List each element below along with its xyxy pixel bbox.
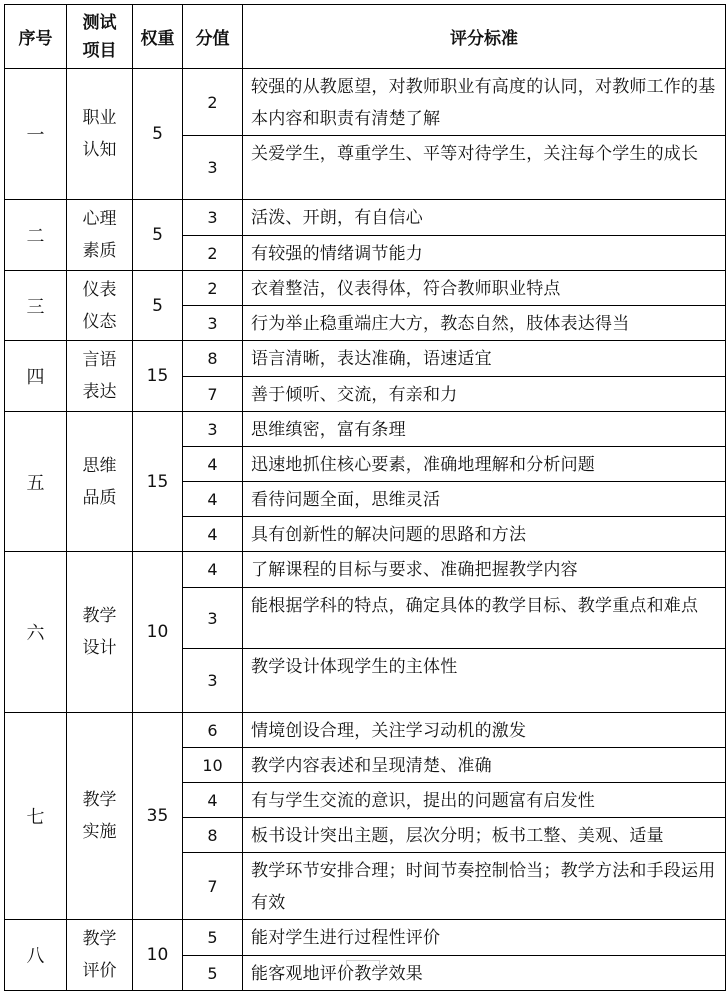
row-criteria: 能对学生进行过程性评价 xyxy=(243,920,726,956)
section-item-label: 教学实施 xyxy=(82,790,117,842)
row-score: 4 xyxy=(183,783,243,818)
section-item xyxy=(67,412,133,552)
section-weight: 5 xyxy=(133,200,183,271)
section-no: 七 xyxy=(5,713,67,920)
section-item-label: 教学评价 xyxy=(82,929,117,981)
section-item-label: 教学设计 xyxy=(82,606,117,658)
section-item xyxy=(67,552,133,713)
section-item-label: 思维品质 xyxy=(82,455,117,508)
section-item xyxy=(67,200,133,271)
row-criteria: 具有创新性的解决问题的思路和方法 xyxy=(243,517,726,552)
section-item xyxy=(67,341,133,412)
table-row xyxy=(5,920,726,956)
row-criteria: 关爱学生，尊重学生、平等对待学生，关注每个学生的成长 xyxy=(243,136,726,200)
row-score: 2 xyxy=(183,236,243,271)
section-item xyxy=(67,920,133,991)
header-item-label: 测试项目 xyxy=(82,12,117,61)
section-no: 六 xyxy=(5,552,67,713)
header-item xyxy=(67,5,133,69)
row-criteria: 能根据学科的特点，确定具体的教学目标、教学重点和难点 xyxy=(243,588,726,649)
row-criteria: 有与学生交流的意识，提出的问题富有启发性 xyxy=(243,783,726,818)
section-item-label: 仪表仪态 xyxy=(82,279,117,332)
section-no: 三 xyxy=(5,271,67,341)
section-weight: 10 xyxy=(133,920,183,991)
section-item xyxy=(67,713,133,920)
table-row xyxy=(5,341,726,377)
row-criteria: 思维缜密，富有条理 xyxy=(243,412,726,447)
row-score: 7 xyxy=(183,377,243,412)
scoring-table xyxy=(4,4,726,991)
row-score: 4 xyxy=(183,552,243,588)
table-row xyxy=(5,713,726,748)
header-criteria: 评分标准 xyxy=(243,5,726,69)
row-criteria: 情境创设合理，关注学习动机的激发 xyxy=(243,713,726,748)
row-criteria: 教学环节安排合理；时间节奏控制恰当；教学方法和手段运用有效 xyxy=(243,853,726,920)
row-score: 8 xyxy=(183,818,243,853)
section-item-label: 职业认知 xyxy=(82,108,117,160)
section-item-label: 心理素质 xyxy=(82,209,117,261)
row-score: 6 xyxy=(183,713,243,748)
header-no: 序号 xyxy=(5,5,67,69)
row-criteria: 有较强的情绪调节能力 xyxy=(243,236,726,271)
section-no: 八 xyxy=(5,920,67,991)
section-no: 一 xyxy=(5,69,67,200)
table-row xyxy=(5,200,726,236)
row-score: 4 xyxy=(183,447,243,482)
section-weight: 15 xyxy=(133,341,183,412)
row-criteria: 善于倾听、交流，有亲和力 xyxy=(243,377,726,412)
row-criteria: 较强的从教愿望，对教师职业有高度的认同，对教师工作的基本内容和职责有清楚了解 xyxy=(243,69,726,136)
row-criteria: 行为举止稳重端庄大方，教态自然，肢体表达得当 xyxy=(243,306,726,341)
section-item-label: 言语表达 xyxy=(82,350,117,402)
row-score: 4 xyxy=(183,482,243,517)
section-no: 二 xyxy=(5,200,67,271)
table-row xyxy=(5,552,726,588)
header-row xyxy=(5,5,726,69)
row-criteria: 了解课程的目标与要求、准确把握教学内容 xyxy=(243,552,726,588)
section-item xyxy=(67,271,133,341)
section-weight: 5 xyxy=(133,271,183,341)
table-row xyxy=(5,271,726,306)
row-score: 4 xyxy=(183,517,243,552)
row-score: 3 xyxy=(183,649,243,713)
row-criteria: 语言清晰，表达准确，语速适宜 xyxy=(243,341,726,377)
row-criteria: 看待问题全面，思维灵活 xyxy=(243,482,726,517)
row-score: 5 xyxy=(183,920,243,956)
section-weight: 10 xyxy=(133,552,183,713)
row-criteria: 能客观地评价教学效果 xyxy=(243,956,726,991)
row-score: 2 xyxy=(183,271,243,306)
table-row xyxy=(5,69,726,136)
row-score: 2 xyxy=(183,69,243,136)
header-score: 分值 xyxy=(183,5,243,69)
section-weight: 35 xyxy=(133,713,183,920)
header-weight: 权重 xyxy=(133,5,183,69)
section-weight: 15 xyxy=(133,412,183,552)
table-row xyxy=(5,412,726,447)
row-criteria: 迅速地抓住核心要素，准确地理解和分析问题 xyxy=(243,447,726,482)
row-score: 3 xyxy=(183,306,243,341)
row-criteria: 板书设计突出主题，层次分明；板书工整、美观、适量 xyxy=(243,818,726,853)
row-score: 5 xyxy=(183,956,243,991)
row-criteria: 教学设计体现学生的主体性 xyxy=(243,649,726,713)
row-criteria: 活泼、开朗，有自信心 xyxy=(243,200,726,236)
section-no: 四 xyxy=(5,341,67,412)
row-score: 8 xyxy=(183,341,243,377)
section-weight: 5 xyxy=(133,69,183,200)
row-score: 3 xyxy=(183,136,243,200)
row-criteria: 衣着整洁，仪表得体，符合教师职业特点 xyxy=(243,271,726,306)
section-no: 五 xyxy=(5,412,67,552)
section-item xyxy=(67,69,133,200)
row-score: 7 xyxy=(183,853,243,920)
row-score: 10 xyxy=(183,748,243,783)
row-criteria: 教学内容表述和呈现清楚、准确 xyxy=(243,748,726,783)
row-score: 3 xyxy=(183,412,243,447)
row-score: 3 xyxy=(183,200,243,236)
row-score: 3 xyxy=(183,588,243,649)
